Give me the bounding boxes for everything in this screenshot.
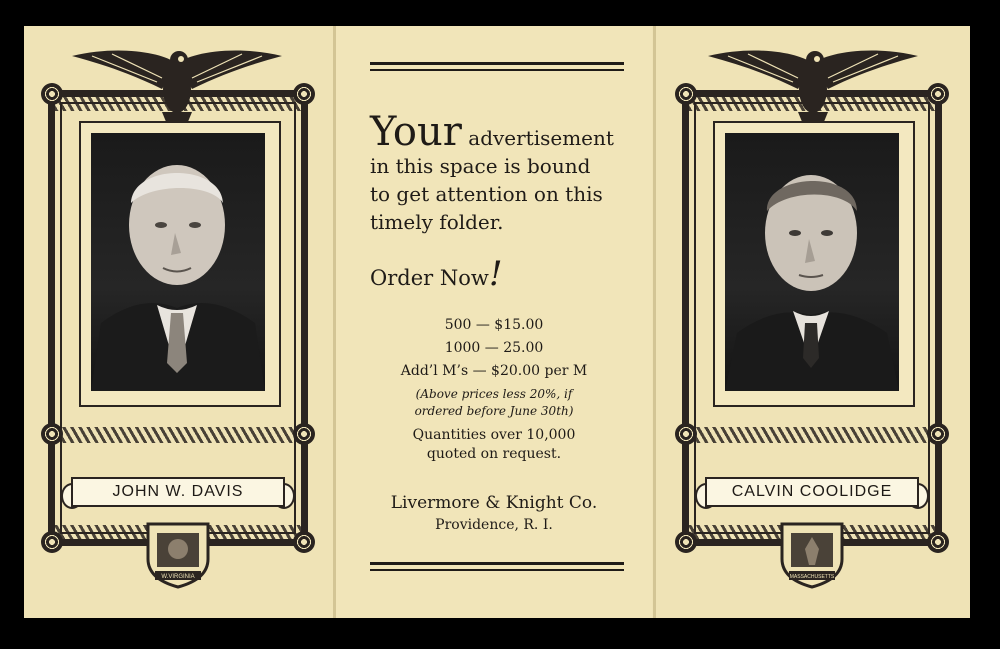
ornamental-frame [48, 90, 308, 580]
campaign-folder [24, 26, 970, 618]
garland-top [689, 95, 935, 111]
garland-middle [689, 427, 935, 443]
order-now-heading: Order Now! [370, 254, 503, 294]
headline-line-3: to get attention on this [370, 182, 603, 206]
company-name: Livermore & Knight Co. [390, 493, 598, 513]
right-panel [656, 26, 970, 618]
top-rule [370, 62, 624, 71]
name-banner-davis: JOHN W. DAVIS [71, 477, 285, 507]
name-banner-coolidge: CALVIN COOLIDGE [705, 477, 919, 507]
garland-top [55, 95, 301, 111]
company-block [336, 492, 652, 536]
headline-line-2: in this space is bound [370, 154, 591, 178]
company-location: Providence, R. I. [435, 517, 553, 533]
headline-first-word: Your [370, 109, 462, 155]
bottom-rule [370, 562, 624, 571]
advertisement-panel [336, 26, 652, 618]
quantities-note: Quantities over 10,000 quoted on request. [412, 427, 576, 462]
garland-middle [55, 427, 301, 443]
portrait-mat [79, 121, 281, 407]
portrait-john-w-davis [91, 133, 265, 391]
left-panel [24, 26, 332, 618]
price-row-1000: 1000 — 25.00 [444, 340, 544, 356]
massachusetts-seal-icon [777, 519, 847, 589]
ornamental-frame [682, 90, 942, 580]
headline-line-1: Your advertisement [370, 109, 614, 155]
discount-note: (Above prices less 20%, if ordered before June 30th) [414, 387, 574, 418]
seal-label-wv: W.VIRGINIA [161, 574, 195, 580]
portrait-calvin-coolidge [725, 133, 899, 391]
headline [370, 109, 640, 236]
west-virginia-seal-icon [143, 519, 213, 589]
headline-line-4: timely folder. [370, 210, 504, 234]
price-row-500: 500 — $15.00 [444, 317, 544, 333]
price-row-additional: Add’l M’s — $20.00 per M [400, 363, 588, 379]
price-list [336, 314, 652, 383]
portrait-mat [713, 121, 915, 407]
seal-label-ma: MASSACHUSETTS [789, 574, 835, 580]
